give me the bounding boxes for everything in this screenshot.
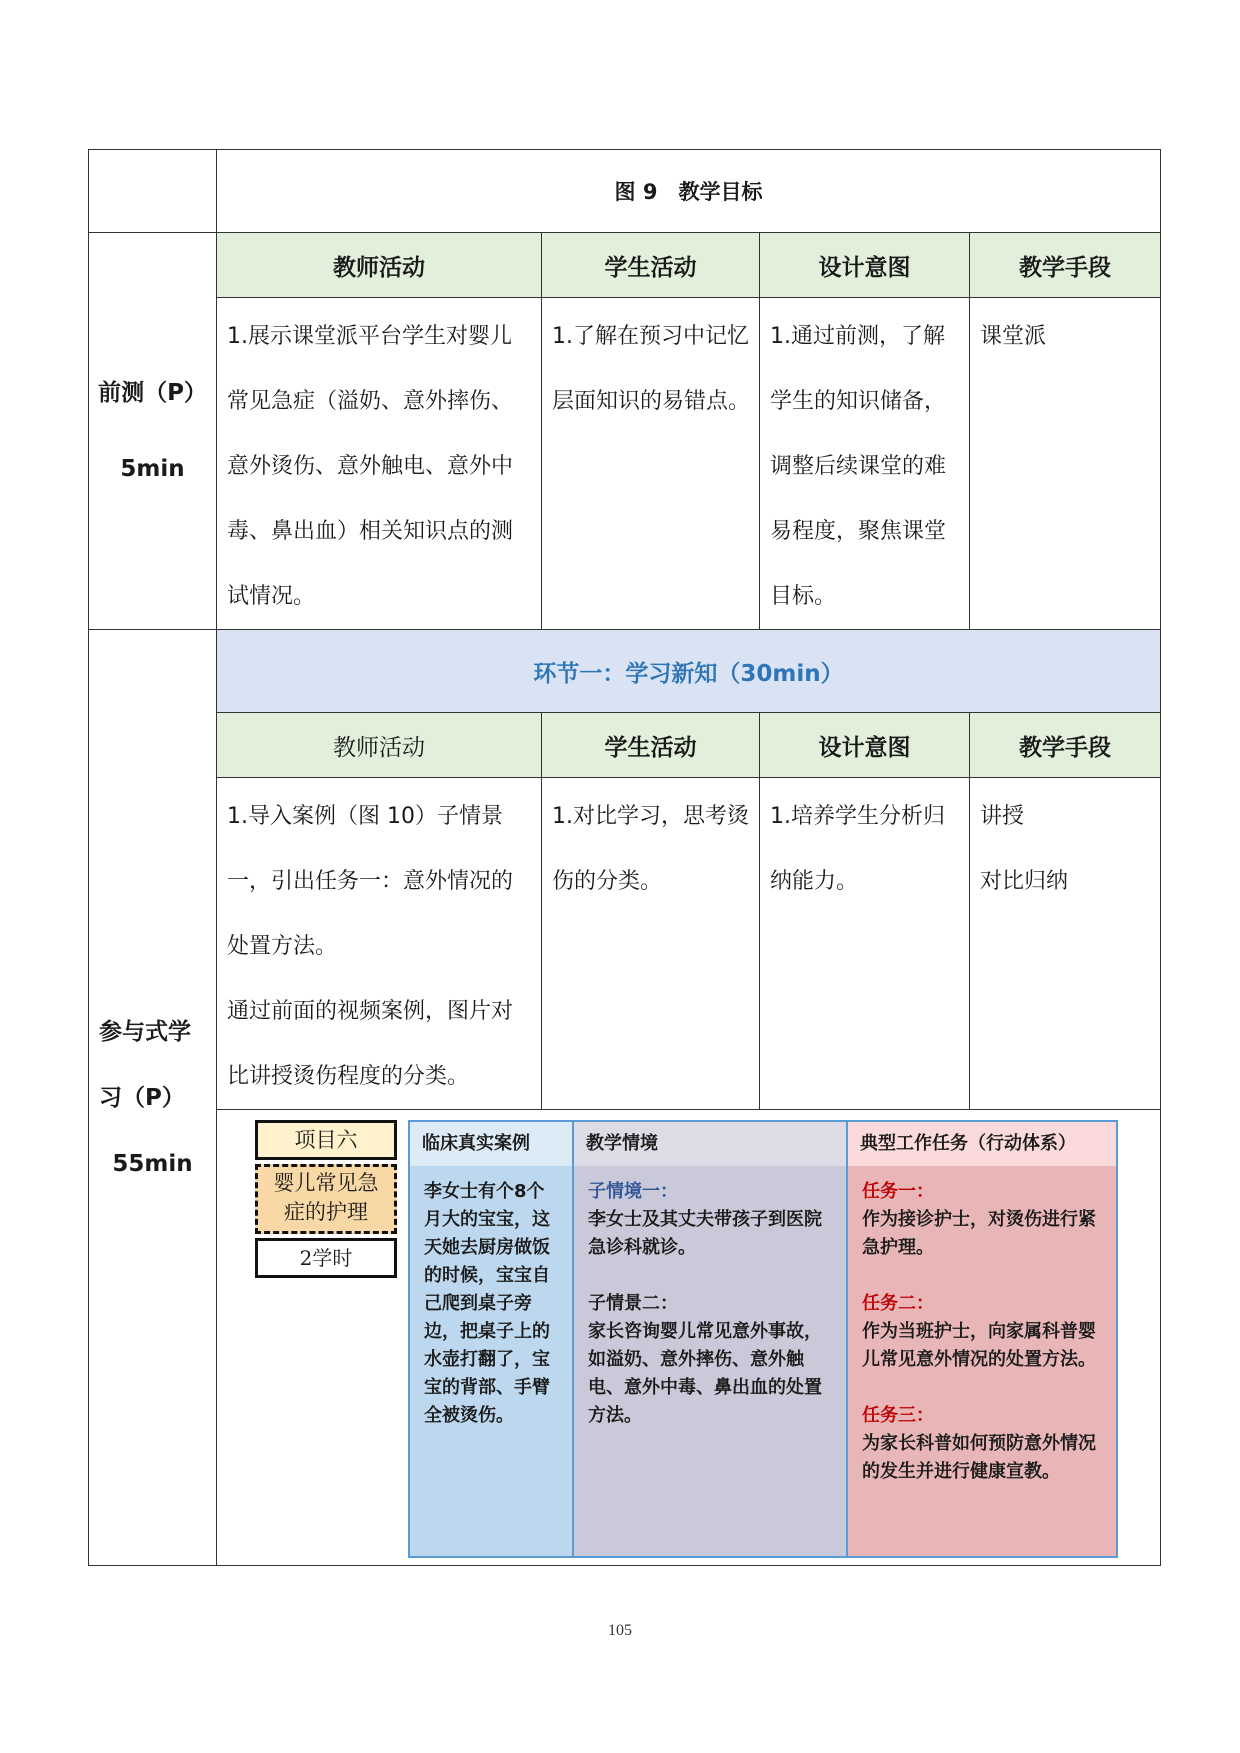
project-name-line-2: 症的护理 [284,1200,368,1224]
pretest-teaching-means: 课堂派 [970,298,1161,630]
learning-teacher-activity-2: 通过前面的视频案例，图片对比讲授烫伤程度的分类。 [227,999,514,1089]
task-3-title: 任务三： [862,1405,934,1426]
section-title: 环节一：学习新知（30min） [217,630,1161,713]
page-number: 105 [608,1622,632,1639]
clinical-case-column [410,1122,574,1556]
project-box [255,1120,397,1278]
teaching-scenario-body [574,1166,846,1430]
header-teacher-activity-2: 教师活动 [217,713,542,778]
clinical-case-body: 李女士有个8个月大的宝宝，这天她去厨房做饭的时候，宝宝自己爬到桌子旁边，把桌子上的水壶打翻了，宝宝的背部、手臂全被烫伤。 [424,1181,550,1426]
pretest-phase-label [89,233,217,630]
header-design-intent-2: 设计意图 [760,713,970,778]
header-teaching-means-2: 教学手段 [970,713,1161,778]
learning-teacher-activity [217,778,542,1110]
teaching-scenario-header: 教学情境 [574,1122,846,1166]
scenario-1-title: 子情境一： [588,1181,678,1202]
participatory-phase-name-2: 习（P） [99,1084,185,1111]
figure-caption: 图 9 教学目标 [614,180,763,204]
header-design-intent: 设计意图 [760,233,970,298]
teaching-scenario-column [574,1122,848,1556]
scenario-1-body: 李女士及其丈夫带孩子到医院急诊科就诊。 [588,1209,822,1258]
project-name [255,1164,397,1234]
learning-means-1: 讲授 [980,804,1025,829]
project-hours: 2学时 [255,1238,397,1278]
pretest-phase-name: 前测（P） [98,380,207,406]
figure-caption-cell [217,150,1161,233]
learning-student-activity: 1.对比学习，思考烫伤的分类。 [542,778,760,1110]
clinical-case-header: 临床真实案例 [410,1122,572,1166]
header-teaching-means: 教学手段 [970,233,1161,298]
learning-design-intent: 1.培养学生分析归纳能力。 [760,778,970,1110]
project-name-line-1: 婴儿常见急 [273,1171,379,1195]
pretest-phase-duration: 5min [120,456,185,482]
typical-tasks-column [848,1122,1116,1556]
header-teacher-activity: 教师活动 [217,233,542,298]
typical-tasks-body [848,1166,1116,1486]
participatory-phase-name-1: 参与式学 [99,1018,191,1045]
case-figure-cell [217,1110,1161,1566]
lesson-plan-table [88,149,1161,1566]
scenario-2-title: 子情景二： [588,1293,678,1314]
participatory-phase-label [89,630,217,1566]
typical-tasks-header: 典型工作任务（行动体系） [848,1122,1116,1166]
pretest-student-activity: 1.了解在预习中记忆层面知识的易错点。 [542,298,760,630]
case-columns [408,1120,1118,1558]
task-1-title: 任务一： [862,1181,934,1202]
project-title: 项目六 [255,1120,397,1160]
task-2-body: 作为当班护士，向家属科普婴儿常见意外情况的处置方法。 [862,1321,1096,1370]
participatory-phase-duration: 55min [112,1150,193,1177]
pretest-teacher-activity: 1.展示课堂派平台学生对婴儿常见急症（溢奶、意外摔伤、意外烫伤、意外触电、意外中毒、鼻出血）相关知识点的测试情况。 [217,298,542,630]
learning-teaching-means [970,778,1161,1110]
task-3-body: 为家长科普如何预防意外情况的发生并进行健康宣教。 [862,1433,1096,1482]
blank-cell [89,150,217,233]
learning-teacher-activity-1: 1.导入案例（图 10）子情景一，引出任务一：意外情况的处置方法。 [227,804,514,959]
case-figure [217,1110,1160,1565]
scenario-2-body: 家长咨询婴儿常见意外事故，如溢奶、意外摔伤、意外触电、意外中毒、鼻出血的处置方法。 [588,1321,822,1426]
learning-means-2: 对比归纳 [980,869,1069,894]
task-1-body: 作为接诊护士，对烫伤进行紧急护理。 [862,1209,1096,1258]
header-student-activity-2: 学生活动 [542,713,760,778]
header-student-activity: 学生活动 [542,233,760,298]
task-2-title: 任务二： [862,1293,934,1314]
pretest-design-intent: 1.通过前测，了解学生的知识储备，调整后续课堂的难易程度，聚焦课堂目标。 [760,298,970,630]
